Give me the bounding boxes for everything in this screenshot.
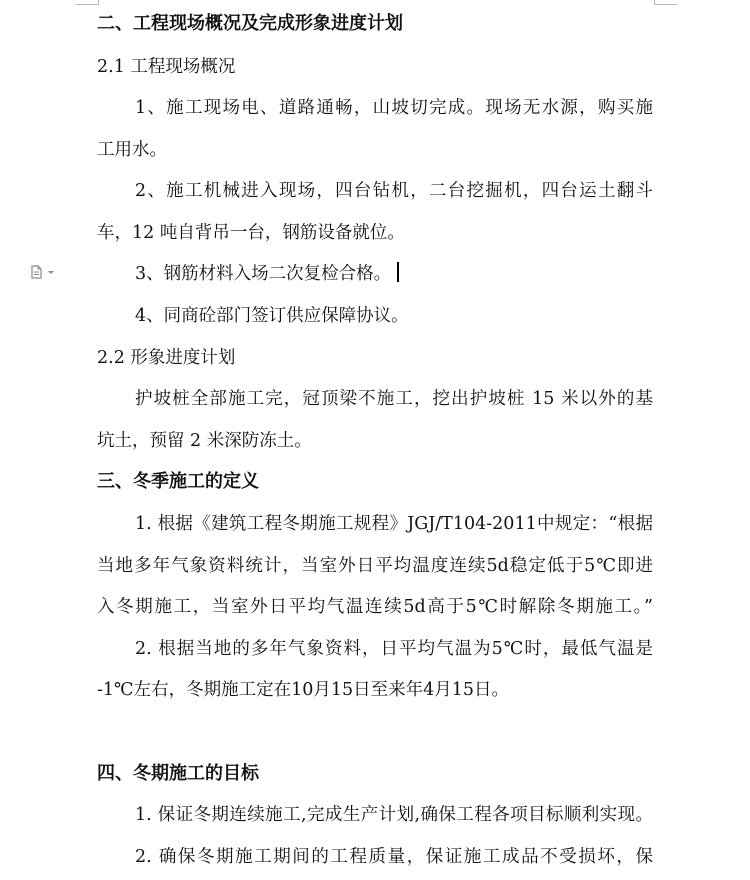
paragraph-5-line-2: 坑土，预留 2 米深防冻土。 (97, 431, 312, 451)
paragraph-7-line-1: 2. 根据当地的多年气象资料，日平均气温为5℃时，最低气温是 (135, 639, 653, 659)
document-icon[interactable] (31, 265, 57, 279)
paragraph-1-line-2: 工用水。 (97, 140, 167, 160)
section-heading-3: 三、冬季施工的定义 (97, 471, 259, 492)
subsection-2-1: 2.1 工程现场概况 (97, 57, 236, 77)
margin-corner-left (76, 0, 99, 5)
text-cursor (397, 262, 399, 282)
paragraph-2-line-1: 2、施工机械进入现场，四台钻机，二台挖掘机，四台运土翻斗 (135, 181, 653, 201)
paragraph-3-text: 3、钢筋材料入场二次复检合格。 (135, 264, 392, 284)
paragraph-5-line-1: 护坡桩全部施工完，冠顶梁不施工，挖出护坡桩 15 米以外的基 (135, 389, 653, 409)
section-heading-4: 四、冬期施工的目标 (97, 763, 259, 784)
paragraph-2-line-2: 车，12 吨自背吊一台，钢筋设备就位。 (97, 223, 405, 243)
paragraph-1-line-1: 1、施工现场电、道路通畅，山坡切完成。现场无水源，购买施 (135, 98, 653, 118)
subsection-2-2: 2.2 形象进度计划 (97, 348, 236, 368)
paragraph-6-line-2: 当地多年气象资料统计，当室外日平均温度连续5d稳定低于5℃即进 (97, 556, 653, 576)
paragraph-9: 2. 确保冬期施工期间的工程质量，保证施工成品不受损坏，保 (135, 847, 653, 867)
paragraph-4: 4、同商砼部门签订供应保障协议。 (135, 306, 409, 326)
paragraph-8: 1. 保证冬期连续施工,完成生产计划,确保工程各项目标顺利实现。 (135, 805, 653, 825)
paragraph-3 (135, 262, 399, 286)
section-heading-2: 二、工程现场概况及完成形象进度计划 (97, 13, 403, 34)
margin-corner-right (654, 0, 677, 5)
paragraph-6-line-1: 1. 根据《建筑工程冬期施工规程》JGJ/T104-2011中规定：“根据 (135, 514, 653, 534)
paragraph-7-line-2: -1℃左右，冬期施工定在10月15日至来年4月15日。 (97, 680, 510, 700)
paragraph-6-line-3: 入冬期施工，当室外日平均气温连续5d高于5℃时解除冬期施工。” (97, 597, 653, 617)
